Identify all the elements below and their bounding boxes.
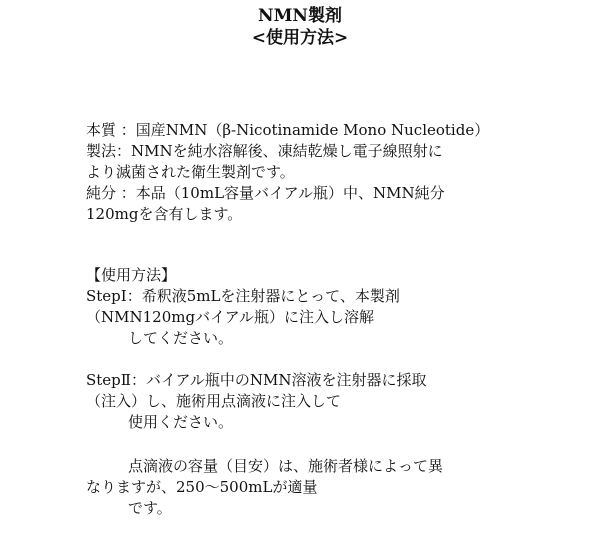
step2-line-2: （注入）し、施術用点滴液に注入して [86,392,342,410]
spec-purity-line-1: 純分 ：本品（10mL容量バイアル瓶）中、NMN純分 [86,184,445,202]
step2-line-1: StepⅡ：バイアル瓶中のNMN溶液を注射器に採取 [86,371,427,389]
spec-method-line-1: 製法：NMNを純水溶解後、凍結乾燥し電子線照射に [86,142,443,160]
note-line-1: 点滴液の容量（目安）は、施術者様によって異 [128,457,444,475]
usage-heading: 【使用方法】 [86,266,177,284]
spec-substance: 本質 ：国産NMN（β-Nicotinamide Mono Nucleotide） [86,121,490,139]
note-line-2: なりますが、250～500mLが適量 [86,478,318,496]
note-line-3: です。 [128,499,172,517]
document-subtitle: <使用方法> [251,28,349,48]
step1-line-1: StepⅠ：希釈液5mLを注射器にとって、本製剤 [86,287,400,305]
spec-method-line-2: より滅菌された衛生製剤です。 [86,163,295,181]
spec-purity-line-2: 120mgを含有します。 [86,205,243,223]
step1-line-3: してください。 [128,329,234,347]
step1-line-2: （NMN120mgバイアル瓶）に注入し溶解 [86,308,375,326]
document-title: NMN製剤 [258,6,342,26]
step2-line-3: 使用ください。 [128,413,234,431]
